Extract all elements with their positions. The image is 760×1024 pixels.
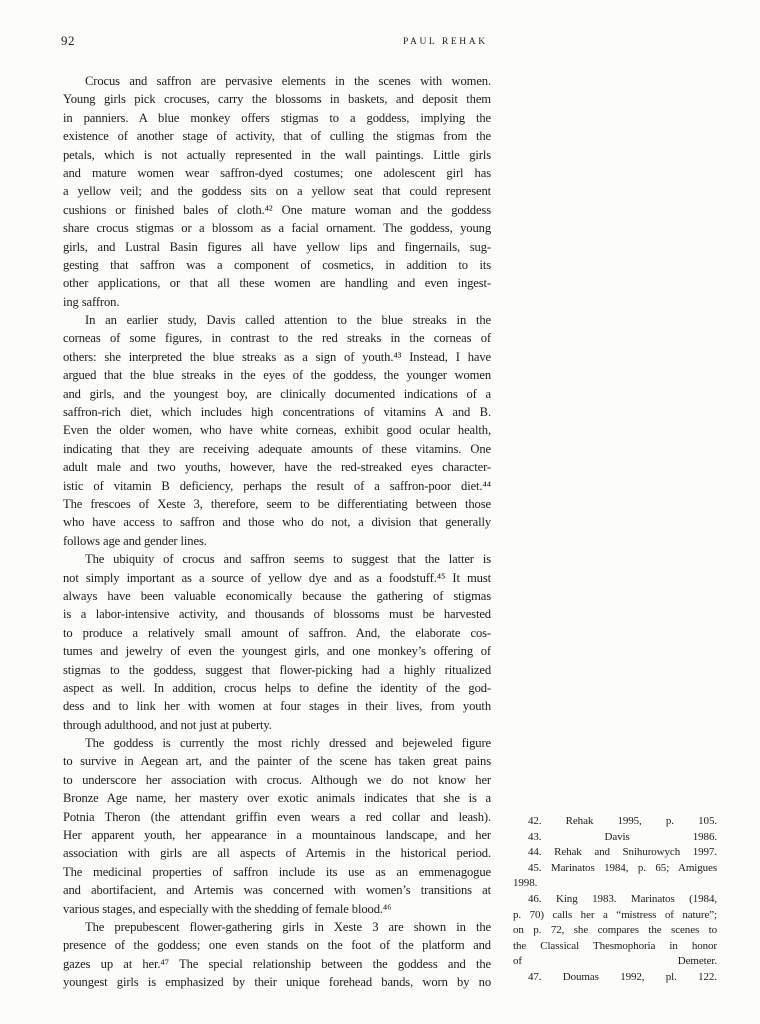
text-line: in panniers. A blue monkey offers stigmas to a goddess, implying the bbox=[63, 110, 491, 125]
text-line: cushions or finished bales of cloth.⁴² One mature woman and the goddess bbox=[63, 202, 491, 217]
text-line: who have access to saffron and those who do not, a division that generally bbox=[63, 515, 491, 530]
text-line: to underscore her association with crocus. Although we do not know her bbox=[63, 772, 491, 787]
text-line: 1998. bbox=[513, 877, 538, 890]
text-line: on p. 72, she compares the scenes to bbox=[513, 924, 717, 937]
text-line: The frescoes of Xeste 3, therefore, seem to be differentiating between those bbox=[63, 496, 491, 511]
text-line: follows age and gender lines. bbox=[63, 533, 207, 548]
text-line: petals, which is not actually represented in the wall paintings. Little girls bbox=[63, 147, 491, 162]
text-line: various stages, and especially with the shedding of female blood.⁴⁶ bbox=[63, 901, 392, 916]
text-line: Crocus and saffron are pervasive elements in the scenes with women. bbox=[85, 74, 491, 88]
footnote bbox=[513, 970, 717, 986]
text-line: ing saffron. bbox=[63, 294, 120, 309]
text-line: Potnia Theron (the attendant griffin even wears a red collar and leash). bbox=[63, 809, 491, 824]
paragraph bbox=[63, 550, 491, 734]
text-line: 43. Davis 1986. bbox=[528, 830, 717, 843]
footnote bbox=[513, 814, 717, 830]
text-line: The medicinal properties of saffron include its use as an emmenagogue bbox=[63, 864, 491, 879]
footnote bbox=[513, 861, 717, 892]
text-line: 44. Rehak and Snihurowych 1997. bbox=[528, 846, 717, 859]
text-line: gazes up at her.⁴⁷ The special relationship between the goddess and the bbox=[63, 956, 491, 971]
text-line: and abortifacient, and Artemis was concerned with women’s transitions at bbox=[63, 883, 491, 898]
text-line: The prepubescent flower-gathering girls in Xeste 3 are shown in the bbox=[85, 919, 491, 934]
text-line: Even the older women, who have white corneas, exhibit good ocular health, bbox=[63, 423, 491, 438]
text-line: corneas of some figures, in contrast to the red streaks in the corneas of bbox=[63, 331, 491, 346]
paragraph bbox=[63, 72, 491, 311]
text-line: association with girls are all aspects of Artemis in the historical period. bbox=[63, 846, 491, 861]
text-line: girls, and Lustral Basin figures all have yellow lips and fingernails, sug- bbox=[63, 239, 491, 254]
text-line: not simply important as a source of yellow dye and as a foodstuff.⁴⁵ It must bbox=[63, 570, 491, 585]
text-line: to survive in Aegean art, and the painter of the scene has taken great pains bbox=[63, 754, 491, 769]
text-line: other applications, or that all these women are handling and even ingest- bbox=[63, 276, 491, 291]
paragraph bbox=[63, 311, 491, 550]
text-line: argued that the blue streaks in the eyes of the goddess, the younger women bbox=[63, 368, 491, 383]
text-line: 46. King 1983. Marinatos (1984, bbox=[528, 892, 717, 905]
text-line: share crocus stigmas or a blossom as a facial ornament. The goddess, young bbox=[63, 221, 491, 236]
text-line: a yellow veil; and the goddess sits on a yellow seat that could represent bbox=[63, 184, 491, 199]
paragraph bbox=[63, 734, 491, 918]
page-number: 92 bbox=[61, 33, 75, 48]
text-line: Bronze Age name, her mastery over exotic animals indicates that she is a bbox=[63, 791, 491, 806]
text-line: saffron-rich diet, which includes high concentrations of vitamins A and B. bbox=[63, 405, 491, 420]
text-line: tumes and jewelry of even the youngest girls, and one monkey’s offering of bbox=[63, 644, 491, 659]
text-line: Young girls pick crocuses, carry the blossoms in baskets, and deposit them bbox=[63, 92, 491, 107]
footnotes bbox=[513, 814, 717, 986]
text-line: of Demeter. bbox=[513, 955, 717, 968]
text-line: The ubiquity of crocus and saffron seems to suggest that the latter is bbox=[85, 552, 491, 567]
text-line: In an earlier study, Davis called attention to the blue streaks in the bbox=[85, 313, 491, 328]
text-line: existence of another stage of activity, that of culling the stigmas from the bbox=[63, 129, 491, 144]
text-line: 47. Doumas 1992, pl. 122. bbox=[528, 970, 717, 983]
text-line: aspect as well. In addition, crocus helps to define the identity of the god- bbox=[63, 680, 491, 695]
text-line: presence of the goddess; one even stands on the foot of the platform and bbox=[63, 938, 491, 953]
text-line: indicating that they are receiving adequate amounts of these vitamins. One bbox=[63, 441, 491, 456]
text-line: and girls, and the youngest boy, are clinically documented indications of a bbox=[63, 386, 491, 401]
text-line: 45. Marinatos 1984, p. 65; Amigues bbox=[528, 861, 717, 874]
text-line: youngest girls is emphasized by their unique forehead bands, worn by no bbox=[63, 975, 491, 990]
text-line: others: she interpreted the blue streaks as a sign of youth.⁴³ Instead, I have bbox=[63, 349, 491, 364]
footnote bbox=[513, 892, 717, 970]
text-line: always have been valuable economically because the gathering of stigmas bbox=[63, 588, 491, 603]
text-line: 42. Rehak 1995, p. 105. bbox=[528, 815, 717, 827]
text-line: the Classical Thesmophoria in honor bbox=[513, 939, 717, 952]
text-line: p. 70) calls her a “mistress of nature”; bbox=[513, 908, 717, 921]
body-text bbox=[63, 72, 491, 992]
footnote bbox=[513, 830, 717, 846]
text-line: The goddess is currently the most richly dressed and bejeweled figure bbox=[85, 736, 491, 751]
text-line: adult male and two youths, however, have the red-streaked eyes character- bbox=[63, 460, 491, 475]
text-line: to produce a relatively small amount of saffron. And, the elaborate cos- bbox=[63, 625, 491, 640]
text-line: dess and to link her with women at four stages in their lives, from youth bbox=[63, 699, 491, 714]
running-title: PAUL REHAK bbox=[403, 37, 488, 47]
footnote bbox=[513, 845, 717, 861]
text-line: gesting that saffron was a component of cosmetics, in addition to its bbox=[63, 257, 491, 272]
text-line: istic of vitamin B deficiency, perhaps the result of a saffron-poor diet.⁴⁴ bbox=[63, 478, 491, 493]
text-line: Her apparent youth, her appearance in a mountainous landscape, and her bbox=[63, 828, 491, 843]
paragraph bbox=[63, 918, 491, 992]
text-line: stigmas to the goddess, suggest that flower-picking had a highly ritualized bbox=[63, 662, 491, 677]
text-line: and mature women wear saffron-dyed costumes; one adolescent girl has bbox=[63, 165, 491, 180]
text-line: is a labor-intensive activity, and thousands of blossoms must be harvested bbox=[63, 607, 491, 622]
text-line: through adulthood, and not just at puberty. bbox=[63, 717, 272, 732]
